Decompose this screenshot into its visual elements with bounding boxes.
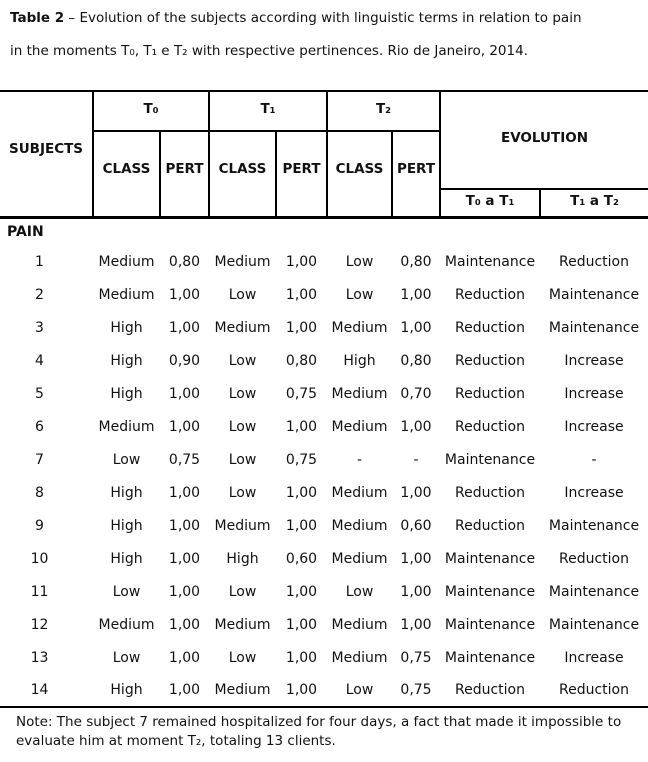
header-t2-class: CLASS xyxy=(327,131,392,217)
cell-evolution-t0-t1: Maintenance xyxy=(444,253,536,270)
cell-t0-pert: 1,00 xyxy=(168,616,201,633)
cell-evolution-t1-t2: Maintenance xyxy=(548,517,640,534)
cell-t2-class: High xyxy=(343,352,376,369)
cell-evolution-t1-t2: Maintenance xyxy=(548,616,640,633)
cell-t2-pert: 1,00 xyxy=(400,286,432,303)
cell-evolution-t0-t1: Reduction xyxy=(455,319,525,336)
cell-evolution-t0-t1: Maintenance xyxy=(444,451,536,468)
cell-evolution-t1-t2: Maintenance xyxy=(548,583,640,600)
cell-t0-class: High xyxy=(110,550,143,567)
cell-t0-pert: 0,90 xyxy=(168,352,201,369)
cell-t0-pert: 0,80 xyxy=(168,253,201,270)
cell-evolution-t1-t2: Increase xyxy=(564,418,624,435)
cell-t0-class: High xyxy=(110,385,143,402)
cell-t1-class: Low xyxy=(228,385,257,402)
header-t2: T₂ xyxy=(327,91,440,131)
section-row-pain xyxy=(0,217,648,245)
table-row xyxy=(0,443,648,476)
header-evolution-t1-t2: T₁ a T₂ xyxy=(540,189,648,217)
cell-t0-class: Medium xyxy=(98,253,155,270)
cell-evolution-t0-t1: Reduction xyxy=(455,352,525,369)
section-label: PAIN xyxy=(0,217,648,245)
cell-t0-class: High xyxy=(110,319,143,336)
cell-t0-class: Low xyxy=(112,649,141,666)
cell-t0-pert: 1,00 xyxy=(168,319,201,336)
cell-t2-class: Medium xyxy=(331,319,388,336)
cell-t1-class: Low xyxy=(228,583,257,600)
cell-t1-pert: 1,00 xyxy=(285,286,318,303)
cell-t2-class: Medium xyxy=(331,616,388,633)
cell-t0-pert: 1,00 xyxy=(168,649,201,666)
cell-t2-class: Low xyxy=(345,682,374,698)
cell-t1-pert: 1,00 xyxy=(285,319,318,336)
table-header xyxy=(0,91,648,217)
cell-subject: 4 xyxy=(35,352,44,369)
cell-t0-pert: 1,00 xyxy=(168,682,201,698)
cell-t1-class: Low xyxy=(228,418,257,435)
cell-t2-class: Medium xyxy=(331,385,388,402)
table-row xyxy=(0,509,648,542)
cell-subject: 2 xyxy=(35,286,44,303)
cell-subject: 14 xyxy=(30,682,49,698)
cell-t2-class: Medium xyxy=(331,550,388,567)
cell-t2-class: Low xyxy=(345,286,374,303)
cell-subject: 1 xyxy=(35,253,44,270)
cell-t2-pert: 0,80 xyxy=(400,253,432,270)
cell-t1-pert: 1,00 xyxy=(285,253,318,270)
cell-t0-class: Medium xyxy=(98,616,155,633)
cell-t1-class: Medium xyxy=(214,682,271,698)
table-row xyxy=(0,575,648,608)
cell-evolution-t1-t2: Maintenance xyxy=(548,286,640,303)
cell-t0-pert: 1,00 xyxy=(168,484,201,501)
table-row xyxy=(0,377,648,410)
cell-t0-class: Medium xyxy=(98,418,155,435)
cell-t1-pert: 1,00 xyxy=(285,583,318,600)
table-row xyxy=(0,641,648,674)
cell-t2-class: Low xyxy=(345,583,374,600)
cell-t1-class: Low xyxy=(228,649,257,666)
header-t1-pert: PERT xyxy=(276,131,327,217)
cell-t1-pert: 1,00 xyxy=(285,418,318,435)
cell-t2-class: Medium xyxy=(331,517,388,534)
cell-subject: 6 xyxy=(35,418,44,435)
cell-t2-pert: 0,75 xyxy=(400,649,432,666)
cell-evolution-t0-t1: Maintenance xyxy=(444,550,536,567)
cell-t0-class: High xyxy=(110,517,143,534)
cell-t0-pert: 0,75 xyxy=(168,451,201,468)
cell-t2-class: Medium xyxy=(331,649,388,666)
caption-line-2: in the moments T₀, T₁ e T₂ with respective pertinences. Rio de Janeiro, 2014. xyxy=(10,43,528,59)
table-row xyxy=(0,278,648,311)
cell-t2-class: Medium xyxy=(331,418,388,435)
cell-t2-pert: 1,00 xyxy=(400,484,432,501)
header-t1: T₁ xyxy=(209,91,327,131)
note-line-2: evaluate him at moment T₂, totaling 13 clients. xyxy=(16,733,336,749)
cell-t2-pert: 1,00 xyxy=(400,319,432,336)
cell-t0-pert: 1,00 xyxy=(168,550,201,567)
cell-t2-pert: - xyxy=(413,451,419,468)
header-t0: T₀ xyxy=(93,91,209,131)
cell-evolution-t1-t2: Maintenance xyxy=(548,319,640,336)
cell-t2-pert: 1,00 xyxy=(400,418,432,435)
cell-t2-pert: 1,00 xyxy=(400,616,432,633)
cell-t1-pert: 0,75 xyxy=(285,385,318,402)
cell-t2-class: Low xyxy=(345,253,374,270)
cell-t0-pert: 1,00 xyxy=(168,583,201,600)
cell-evolution-t0-t1: Reduction xyxy=(455,286,525,303)
cell-evolution-t0-t1: Maintenance xyxy=(444,583,536,600)
cell-t1-pert: 1,00 xyxy=(285,649,318,666)
cell-subject: 5 xyxy=(35,385,44,402)
cell-t0-pert: 1,00 xyxy=(168,418,201,435)
table-row xyxy=(0,542,648,575)
cell-subject: 10 xyxy=(30,550,49,567)
cell-t1-pert: 1,00 xyxy=(285,517,318,534)
cell-evolution-t0-t1: Reduction xyxy=(455,418,525,435)
cell-evolution-t0-t1: Reduction xyxy=(455,517,525,534)
cell-t1-pert: 0,80 xyxy=(285,352,318,369)
caption-label: Table 2 xyxy=(10,10,65,26)
cell-t1-class: High xyxy=(226,550,259,567)
cell-evolution-t1-t2: Increase xyxy=(564,385,624,402)
cell-evolution-t0-t1: Reduction xyxy=(455,682,525,698)
cell-evolution-t0-t1: Reduction xyxy=(455,385,525,402)
header-t2-pert: PERT xyxy=(392,131,440,217)
cell-t2-class: Medium xyxy=(331,484,388,501)
cell-t0-pert: 1,00 xyxy=(168,286,201,303)
cell-t1-class: Low xyxy=(228,484,257,501)
table-row xyxy=(0,344,648,377)
cell-t0-class: Low xyxy=(112,583,141,600)
cell-evolution-t0-t1: Maintenance xyxy=(444,616,536,633)
cell-t0-pert: 1,00 xyxy=(168,517,201,534)
cell-t0-pert: 1,00 xyxy=(168,385,201,402)
table-caption xyxy=(10,10,648,60)
cell-t0-class: Low xyxy=(112,451,141,468)
cell-subject: 13 xyxy=(30,649,49,666)
cell-t0-class: High xyxy=(110,484,143,501)
cell-t1-class: Low xyxy=(228,286,257,303)
cell-evolution-t0-t1: Maintenance xyxy=(444,649,536,666)
cell-t2-pert: 0,75 xyxy=(400,682,432,698)
cell-t1-class: Medium xyxy=(214,517,271,534)
results-table xyxy=(0,90,648,708)
header-evolution-t0-t1: T₀ a T₁ xyxy=(440,189,540,217)
header-subjects: SUBJECTS xyxy=(0,91,93,217)
cell-t0-class: Medium xyxy=(98,286,155,303)
caption-line-1 xyxy=(10,10,648,27)
table-row xyxy=(0,608,648,641)
cell-evolution-t0-t1: Reduction xyxy=(455,484,525,501)
cell-t2-pert: 0,80 xyxy=(400,352,432,369)
table-row xyxy=(0,476,648,509)
cell-t1-class: Medium xyxy=(214,616,271,633)
cell-evolution-t1-t2: Reduction xyxy=(559,682,629,698)
cell-evolution-t1-t2: - xyxy=(591,451,597,468)
cell-t1-class: Low xyxy=(228,352,257,369)
cell-t1-pert: 0,60 xyxy=(285,550,318,567)
header-evolution: EVOLUTION xyxy=(440,91,648,189)
cell-t1-class: Low xyxy=(228,451,257,468)
cell-evolution-t1-t2: Reduction xyxy=(559,550,629,567)
table-row xyxy=(0,674,648,707)
cell-t0-class: High xyxy=(110,352,143,369)
header-t1-class: CLASS xyxy=(209,131,276,217)
cell-subject: 7 xyxy=(35,451,44,468)
cell-evolution-t1-t2: Increase xyxy=(564,649,624,666)
cell-t1-pert: 1,00 xyxy=(285,484,318,501)
cell-subject: 11 xyxy=(30,583,49,600)
cell-t2-pert: 0,70 xyxy=(400,385,432,402)
table-row xyxy=(0,311,648,344)
table-row xyxy=(0,245,648,278)
cell-t1-pert: 1,00 xyxy=(285,682,318,698)
cell-t1-class: Medium xyxy=(214,253,271,270)
cell-evolution-t1-t2: Reduction xyxy=(559,253,629,270)
cell-evolution-t1-t2: Increase xyxy=(564,352,624,369)
cell-evolution-t1-t2: Increase xyxy=(564,484,624,501)
cell-t0-class: High xyxy=(110,682,143,698)
header-t0-pert: PERT xyxy=(160,131,209,217)
cell-t2-pert: 0,60 xyxy=(400,517,432,534)
cell-t1-class: Medium xyxy=(214,319,271,336)
note-line-1: Note: The subject 7 remained hospitalized for four days, a fact that made it impossible to xyxy=(16,714,622,730)
cell-subject: 3 xyxy=(35,319,44,336)
cell-subject: 12 xyxy=(30,616,49,633)
cell-t1-pert: 1,00 xyxy=(285,616,318,633)
header-t0-class: CLASS xyxy=(93,131,160,217)
table-body xyxy=(0,217,648,707)
cell-t2-pert: 1,00 xyxy=(400,583,432,600)
cell-t1-pert: 0,75 xyxy=(285,451,318,468)
cell-t2-class: - xyxy=(356,451,363,468)
caption-text: – Evolution of the subjects according with linguistic terms in relation to pain xyxy=(64,10,582,26)
cell-subject: 8 xyxy=(35,484,44,501)
cell-t2-pert: 1,00 xyxy=(400,550,432,567)
cell-subject: 9 xyxy=(35,517,44,534)
table-note xyxy=(0,708,648,751)
table-row xyxy=(0,410,648,443)
